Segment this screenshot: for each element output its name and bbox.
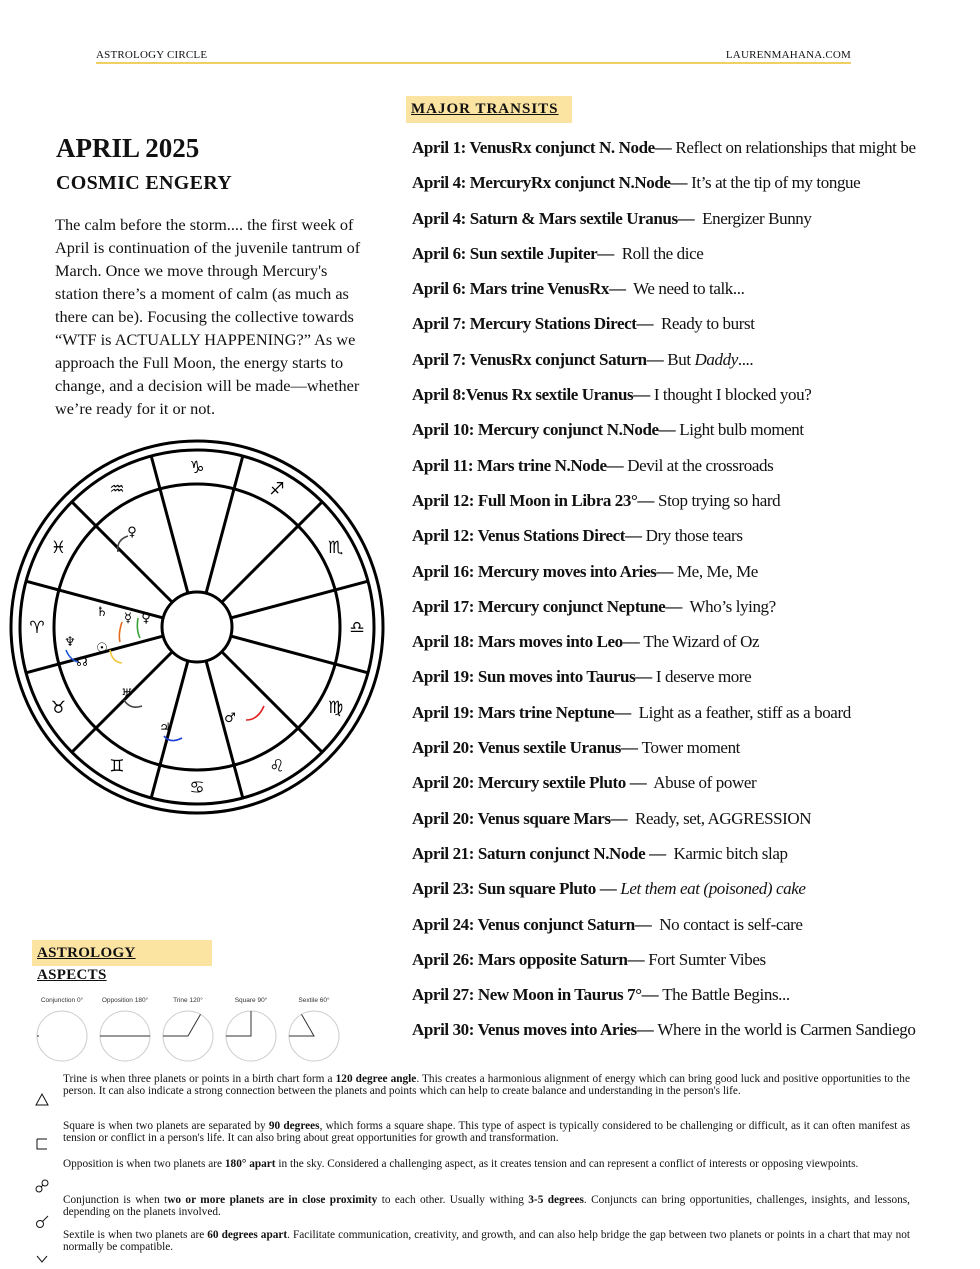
header-left: ASTROLOGY CIRCLE [96, 49, 208, 61]
transit-date: April 17: Mercury conjunct Neptune— [412, 596, 682, 616]
transit-text: I thought I blocked you? [653, 385, 812, 405]
arrow-venus-2 [137, 618, 140, 638]
wheel-center-circle [162, 592, 232, 662]
transit-row [412, 595, 972, 630]
wheel-house-divider [206, 661, 243, 798]
transit-text-tail: .... [737, 349, 754, 369]
def-sextile: Sextile is when two planets are 60 degrees apart. Facilitate communication, creativity, and growth, and can also help bridge the gap between two planets or points in a chart that may not normally be compatible. [30, 1229, 910, 1257]
arrow-mars [246, 706, 264, 720]
transit-text-italic: Let them eat (poisoned) cake [620, 879, 806, 899]
transit-row [412, 524, 972, 559]
transit-row [412, 1018, 972, 1053]
transit-row [412, 630, 972, 665]
zodiac-sign-glyph: ♑ [189, 458, 205, 478]
transit-row [412, 771, 972, 806]
transit-row [412, 383, 972, 418]
wheel-house-divider [231, 636, 368, 673]
aspect-diagram-label: Square 90° [234, 997, 268, 1004]
transit-text: Tower moment [641, 738, 740, 758]
conjunction-icon [34, 1213, 50, 1229]
page-title: APRIL 2025 [56, 133, 200, 163]
astrology-wheel [0, 438, 390, 816]
arrow-mercury [119, 622, 122, 642]
wheel-house-divider [222, 502, 322, 602]
def-square: Square is when two planets are separated by 90 degrees, which forms a square shape. This type of aspect is typically considered to be challenging or difficult, as it can often manifest as tension or conflict in a person's life. It can also bring about great opportunities for growth and transformation. [30, 1120, 910, 1158]
aspect-diagram-label: Conjunction 0° [40, 997, 84, 1004]
transit-row [412, 489, 972, 524]
transit-text: Fort Sumter Vibes [648, 949, 766, 969]
transits-list [412, 136, 972, 1054]
transit-row [412, 560, 972, 595]
transit-date: April 16: Mercury moves into Aries— [412, 561, 673, 581]
aspect-diagrams [30, 992, 350, 1064]
transit-date: April 20: Mercury sextile Pluto — [412, 773, 647, 793]
transit-date: April 26: Mars opposite Saturn— [412, 949, 645, 969]
wheel-house-divider [26, 636, 163, 673]
transit-row [412, 418, 972, 453]
transit-row [412, 736, 972, 771]
def-conjunction: Conjunction is when two or more planets are in close proximity to each other. Usually withing 3-5 degrees. Conjuncts can bring opportunities, challenges, insights, and lessons, depending on the planets involved. [30, 1194, 910, 1229]
planet-glyph: ☿ [124, 611, 132, 626]
zodiac-sign-glyph: ♌ [269, 756, 285, 777]
transit-text: The Battle Begins... [662, 985, 790, 1005]
transit-date: April 19: Sun moves into Taurus— [412, 667, 652, 687]
transit-date: April 10: Mercury conjunct N.Node— [412, 420, 676, 440]
transit-row [412, 277, 972, 312]
aspects-heading: ASTROLOGY ASPECTS [32, 940, 212, 966]
wheel-house-divider [206, 456, 243, 593]
transit-date: April 4: Saturn & Mars sextile Uranus— [412, 208, 695, 228]
aspect-diagram-angle [163, 1014, 201, 1036]
zodiac-sign-glyph: ♎ [349, 618, 365, 638]
intro-paragraph: The calm before the storm.... the first week of April is continuation of the juvenile tantrum of March. Once we move through Mercury's station there’s a moment of calm (as much as there can be). Focusing the collective towards “WTF is ACTUALLY HAPPENING?” As we approach the Full Moon, the energy starts to change, and a decision will be made—whether we’re ready for it or not. [55, 215, 361, 418]
zodiac-sign-glyph: ♍ [327, 698, 344, 718]
transit-row [412, 842, 972, 877]
transit-date: April 21: Saturn conjunct N.Node — [412, 843, 666, 863]
transit-row [412, 701, 972, 736]
transit-date: April 24: Venus conjunct Saturn— [412, 914, 652, 934]
transit-date: April 20: Venus sextile Uranus— [412, 738, 638, 758]
transit-date: April 12: Full Moon in Libra 23°— [412, 490, 655, 510]
transit-text: Reflect on relationships that might be [675, 138, 916, 157]
transit-date: April 8:Venus Rx sextile Uranus— [412, 385, 650, 405]
transit-text: It’s at the tip of my tongue [691, 173, 861, 193]
transit-row [412, 807, 972, 842]
wheel-house-divider [231, 581, 368, 618]
transit-date: April 6: Sun sextile Jupiter— [412, 243, 614, 263]
page-header [96, 48, 851, 64]
transit-row [412, 242, 972, 277]
transit-row [412, 913, 972, 948]
planet-glyph: ☊ [76, 655, 88, 670]
sextile-icon [34, 1255, 50, 1263]
transit-date: April 7: VenusRx conjunct Saturn— [412, 349, 664, 369]
wheel-house-divider [72, 502, 172, 602]
transit-row [412, 348, 972, 383]
transit-text: The Wizard of Oz [643, 632, 760, 652]
planet-glyph: ♄ [96, 605, 108, 620]
transit-text: No contact is self-care [655, 914, 803, 934]
aspect-diagram-label: Trine 120° [173, 997, 203, 1004]
transit-row [412, 207, 972, 242]
square-icon [34, 1136, 50, 1152]
zodiac-sign-glyph: ♒ [109, 479, 125, 500]
zodiac-sign-glyph: ♓ [50, 538, 67, 558]
transit-row [412, 171, 972, 206]
transit-text: I deserve more [655, 667, 752, 687]
planet-glyph: ☉ [96, 641, 108, 656]
transit-date: April 4: MercuryRx conjunct N.Node— [412, 173, 688, 193]
zodiac-sign-glyph: ♈ [29, 618, 45, 638]
opposition-icon [34, 1178, 50, 1194]
transit-text: Abuse of power [650, 773, 757, 793]
transit-date: April 20: Venus square Mars— [412, 808, 628, 828]
transit-date: April 6: Mars trine VenusRx— [412, 279, 626, 299]
transit-text: Where in the world is Carmen Sandiego [657, 1020, 916, 1040]
transit-text: Dry those tears [645, 526, 743, 546]
transit-text: Ready to burst [657, 314, 755, 334]
def-trine: Trine is when three planets or points in a birth chart form a 120 degree angle. This creates a harmonious alignment of energy which can bring good luck and positive opportunities to the person. It can also indicate a strong connection between the planets and points which can help to create balance and understanding in the person's life. [30, 1073, 910, 1120]
transit-date: April 18: Mars moves into Leo— [412, 632, 640, 652]
zodiac-sign-glyph: ♋ [189, 778, 205, 798]
transit-text: We need to talk... [629, 279, 745, 299]
planet-glyph: ♂ [224, 711, 236, 726]
zodiac-sign-glyph: ♉ [50, 698, 67, 718]
aspect-diagram-angle [289, 1014, 314, 1036]
transit-date: April 11: Mars trine N.Node— [412, 455, 624, 475]
transit-text: Karmic bitch slap [669, 843, 788, 863]
wheel-house-divider [222, 652, 322, 752]
planet-glyph: ♀ [127, 525, 137, 540]
header-right: LAURENMAHANA.COM [725, 49, 851, 61]
aspect-diagram-label: Opposition 180° [101, 997, 149, 1004]
transit-text: Me, Me, Me [676, 561, 758, 581]
planet-glyph: ♀ [141, 611, 151, 626]
transit-date: April 1: VenusRx conjunct N. Node— [412, 138, 672, 157]
page-subtitle: COSMIC ENGERY [56, 172, 232, 194]
planet-glyph: ♃ [159, 721, 171, 736]
transit-date: April 19: Mars trine Neptune— [412, 702, 631, 722]
trine-icon [34, 1092, 50, 1108]
wheel-house-divider [151, 456, 188, 593]
transit-row [412, 136, 972, 171]
transit-date: April 30: Venus moves into Aries— [412, 1020, 654, 1040]
wheel-outer-ring [11, 441, 383, 813]
transit-date: April 12: Venus Stations Direct— [412, 526, 642, 546]
zodiac-sign-glyph: ♏ [327, 538, 344, 558]
def-opposition: Opposition is when two planets are 180° apart in the sky. Considered a challenging aspect, as it creates tension and can represent a conflict of interests or opposing viewpoints. [30, 1158, 910, 1194]
aspect-diagram-label: Sextile 60° [298, 997, 330, 1004]
transit-text: Stop trying so hard [658, 490, 781, 510]
transit-text-italic: Daddy [694, 349, 738, 369]
transit-text: Ready, set, AGGRESSION [631, 808, 812, 828]
transit-row [412, 454, 972, 489]
zodiac-sign-glyph: ♊ [109, 756, 125, 777]
planet-glyph: ♆ [64, 635, 76, 650]
zodiac-sign-glyph: ♐ [269, 479, 285, 500]
transit-text: Devil at the crossroads [627, 455, 774, 475]
transit-row [412, 312, 972, 347]
transit-text: But [667, 349, 695, 369]
transit-row [412, 948, 972, 983]
transit-date: April 23: Sun square Pluto — [412, 879, 617, 899]
arrow-sun [110, 650, 122, 663]
transit-text: Energizer Bunny [698, 208, 812, 228]
aspect-definitions [30, 1073, 910, 1257]
transit-row [412, 665, 972, 700]
transit-text: Roll the dice [617, 243, 704, 263]
transit-row [412, 983, 972, 1018]
planet-glyph: ♅ [121, 687, 133, 702]
transit-text: Who’s lying? [685, 596, 776, 616]
transit-text: Light as a feather, stiff as a board [634, 702, 851, 722]
transit-text: Light bulb moment [679, 420, 804, 440]
transit-date: April 27: New Moon in Taurus 7°— [412, 985, 659, 1005]
transit-date: April 7: Mercury Stations Direct— [412, 314, 654, 334]
transits-heading: MAJOR TRANSITS [406, 96, 572, 123]
aspect-diagram-circle [37, 1011, 87, 1061]
transit-row [412, 877, 972, 912]
